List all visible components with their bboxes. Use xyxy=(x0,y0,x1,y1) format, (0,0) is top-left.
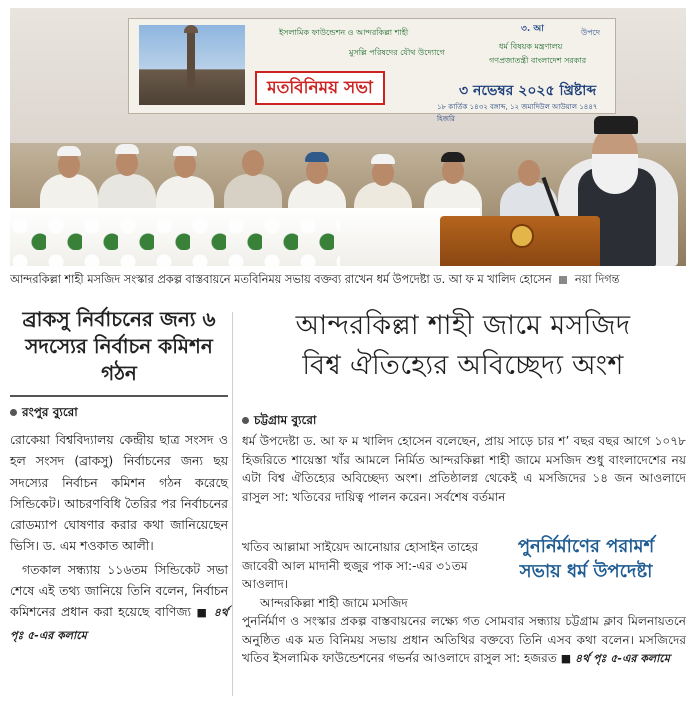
news-photo xyxy=(10,8,686,266)
right-headline-line-1: আন্দরকিল্লা শাহী জামে মসজিদ xyxy=(295,310,631,341)
left-headline[interactable]: ব্রাকসু নির্বাচনের জন্য ৬ সদস্যের নির্বাচন কমিশন গঠন xyxy=(22,307,216,385)
left-paragraph-1: রোকেয়া বিশ্ববিদ্যালয় কেন্দ্রীয় ছাত্র সংসদ ও হল সংসদ (ব্রাকসু) নির্বাচনের জন্য ছয় সদস্যের নির্বাচন কমিশন গঠন করেছে সিন্ডিকেট। আচরণবিধি তৈরির পর নির্বাচনের রোডম্যাপ ঘোষণার করার কথা জানিয়েছেন ভিসি। ড. এম শওকাত আলী। xyxy=(10,432,228,554)
pull-quote-line-1: পুনর্নির্মাণের পরামর্শ xyxy=(517,536,655,557)
banner-event-title: মতবিনিময় সভা xyxy=(255,71,385,105)
banner-government: গণপ্রজাতন্ত্রী বাংলাদেশ সরকার xyxy=(489,56,587,65)
bullet-icon xyxy=(242,417,249,424)
left-bureau-name: রংপুর ব্যুরো xyxy=(22,405,78,419)
pull-quote-line-2: সভায় ধর্ম উপদেষ্টা xyxy=(519,561,653,582)
banner-top-line-2: উপদে xyxy=(581,28,601,37)
right-body-top: ধর্ম উপদেষ্টা ড. আ ফ ম খালিদ হোসেন বলেছেন, প্রায় সাড়ে চার শ’ বছর বছর আগে ১০৭৮ হিজরিতে শায়েস্তা খাঁর আমলে নির্মিত আন্দরকিল্লা শাহী জামে মসজিদ শুধু বাংলাদেশের নয় এটা বিশ্ব ঐতিহ্যের অবিচ্ছেদ্য অংশ। প্রতিষ্ঠালগ্ন থেকেই এ মসজিদের ১৪ জন আওলাদে রাসুল সা: খতিবের দায়িত্ব পালন করেন। সর্বশেষ বর্তমান xyxy=(242,434,686,504)
left-paragraph-2 xyxy=(10,559,228,646)
right-body-bottom-text: পুনর্নির্মাণ ও সংস্কার প্রকল্প বাস্তবায়নের লক্ষ্যে গত সোমবার সন্ধ্যায় চট্টগ্রাম ক্লাব মিলনায়তনে অনুষ্ঠিত এক মত বিনিময় সভায় প্রধান অতিথির বক্তব্যে তিনি এসব কথা বলেন। মসজিদের খতিব ইসলামিক ফাউন্ডেশনের গভর্নর আওলাদে রাসুল সা: হজরত xyxy=(242,614,686,666)
right-body-mid-text: খতিব আল্লামা সাইয়েদ আনোয়ার হোসাইন তাহের জাবেরী আল মাদানী হুজুর পাক সা:-এর ৩১তম আওলাদ। xyxy=(242,540,479,592)
banner-hijri-date: ১৮ কার্তিক ১৪৩২ বঙ্গাব্দ, ১২ জমাদিউল আউয়াল ১৪৪৭ হিজরি xyxy=(437,103,598,123)
photo-credit: নয়া দিগন্ত xyxy=(574,273,620,286)
right-continued-text: ৪র্থ পৃঃ ৫-এর কলামে xyxy=(575,652,670,666)
left-byline xyxy=(10,403,228,421)
right-bureau-name: চট্টগ্রাম ব্যুরো xyxy=(254,413,317,427)
podium-emblem xyxy=(510,224,534,248)
mosque-photo-in-banner xyxy=(139,25,245,105)
photo-caption xyxy=(10,268,686,292)
right-headline[interactable] xyxy=(240,306,686,386)
column-divider xyxy=(232,312,233,696)
right-byline xyxy=(242,412,316,432)
speaker-cap xyxy=(594,116,638,134)
banner-date: ৩ নভেম্বর ২০২৫ খ্রিষ্টাব্দ xyxy=(459,83,597,99)
bullet-icon xyxy=(10,409,17,416)
banner-top-line: ৩. আ xyxy=(521,24,544,34)
right-body-mid-text-2: আন্দরকিল্লা শাহী জামে মসজিদ xyxy=(260,595,408,610)
caption-text: আন্দরকিল্লা শাহী মসজিদ সংস্কার প্রকল্প বাস্তবায়নে মতবিনিময় সভায় বক্তব্য রাখেন ধর্ম উপদেষ্টা ড. আ ফ ম খালিদ হোসেন xyxy=(10,273,552,286)
left-paragraph-2-text: গতকাল সন্ধ্যায় ১১৬তম সিন্ডিকেট সভা শেষে এই তথ্য জানিয়ে তিনি বলেন, নির্বাচন কমিশনের প্রধান করা হয়েছে বাণিজ্য xyxy=(10,561,228,620)
caption-separator xyxy=(559,276,567,284)
right-body-bottom xyxy=(242,612,686,669)
left-continued-text: ৪র্থ পৃঃ ৫-এর কলামে xyxy=(10,606,228,642)
minaret-shape xyxy=(187,31,195,89)
headline-rule xyxy=(10,395,228,397)
banner-organizer-line-2: মুসল্লি পরিষদের যৌথ উদ্যোগে xyxy=(349,48,445,57)
event-banner xyxy=(128,18,616,123)
flower-decoration xyxy=(10,214,340,266)
left-continued[interactable]: ■ ৪র্থ পৃঃ ৫-এর কলামে xyxy=(10,606,228,642)
pull-quote xyxy=(486,534,686,584)
right-continued[interactable]: ■ ৪র্থ পৃঃ ৫-এর কলামে xyxy=(560,652,670,666)
right-body-mid xyxy=(242,538,480,612)
podium xyxy=(440,216,600,266)
left-story xyxy=(10,306,228,646)
banner-ministry: ধর্ম বিষয়ক মন্ত্রণালয় xyxy=(499,42,563,51)
right-headline-line-2: বিশ্ব ঐতিহ্যের অবিচ্ছেদ্য অংশ xyxy=(302,350,624,381)
left-body xyxy=(10,429,228,646)
banner-organizer-line-1: ইসলামিক ফাউন্ডেশন ও আন্দরকিল্লা শাহী xyxy=(279,28,409,37)
